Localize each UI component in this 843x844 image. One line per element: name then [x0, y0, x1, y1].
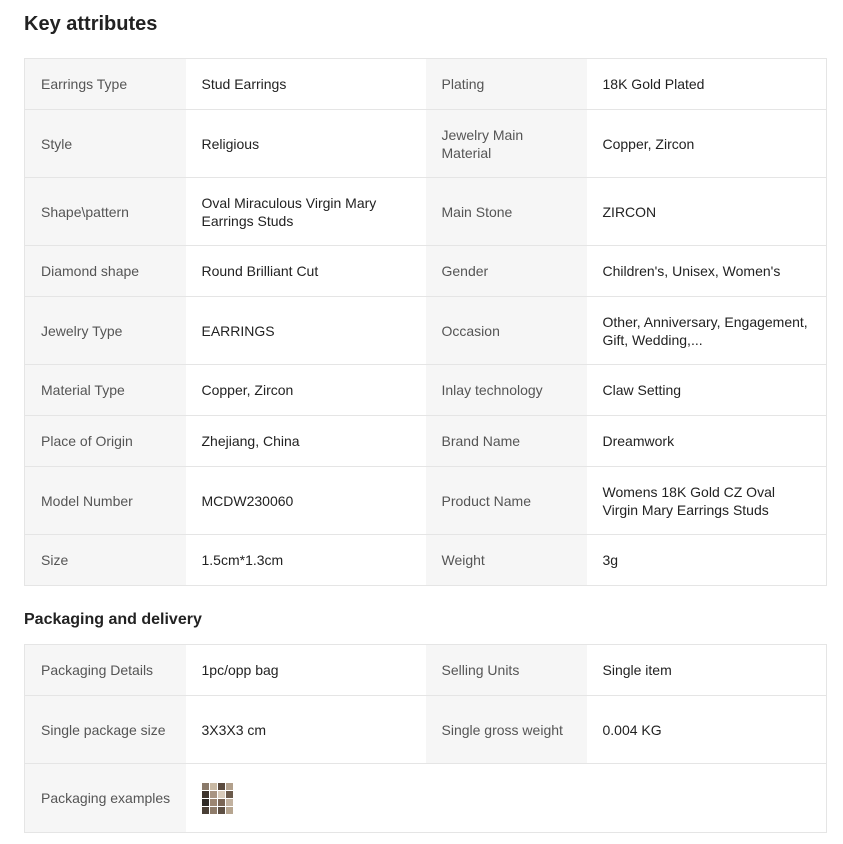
- key-attributes-table: [24, 58, 827, 586]
- attribute-value: 3X3X3 cm: [186, 696, 426, 764]
- attribute-label: Model Number: [25, 467, 186, 535]
- attribute-label: Jewelry Type: [25, 297, 186, 365]
- attribute-value: Dreamwork: [587, 416, 827, 467]
- attribute-row: [25, 467, 827, 535]
- attribute-value: Oval Miraculous Virgin Mary Earrings Studs: [186, 178, 426, 246]
- attribute-label: Brand Name: [426, 416, 587, 467]
- attribute-label: Weight: [426, 535, 587, 586]
- attribute-label: Single gross weight: [426, 696, 587, 764]
- packaging-example-tile: [218, 807, 225, 814]
- attribute-value: 18K Gold Plated: [587, 59, 827, 110]
- attribute-label: Style: [25, 110, 186, 178]
- attribute-value: Claw Setting: [587, 365, 827, 416]
- attribute-row: [25, 416, 827, 467]
- attribute-row: [25, 535, 827, 586]
- attribute-label: Diamond shape: [25, 246, 186, 297]
- attribute-label: Main Stone: [426, 178, 587, 246]
- attribute-row: [25, 110, 827, 178]
- product-details: [24, 0, 826, 833]
- attribute-value: 1.5cm*1.3cm: [186, 535, 426, 586]
- attribute-label: Gender: [426, 246, 587, 297]
- attribute-label: Shape\pattern: [25, 178, 186, 246]
- attribute-label: Inlay technology: [426, 365, 587, 416]
- attribute-row: [25, 178, 827, 246]
- attribute-label: Earrings Type: [25, 59, 186, 110]
- packaging-example-tile: [218, 799, 225, 806]
- attribute-label: Packaging Details: [25, 645, 186, 696]
- attribute-value: Copper, Zircon: [587, 110, 827, 178]
- attribute-label: Selling Units: [426, 645, 587, 696]
- attribute-row: [25, 365, 827, 416]
- packaging-example-tile: [202, 799, 209, 806]
- attribute-label: Product Name: [426, 467, 587, 535]
- attribute-value: ZIRCON: [587, 178, 827, 246]
- attribute-value: 1pc/opp bag: [186, 645, 426, 696]
- packaging-example-tile: [202, 783, 209, 790]
- packaging-example-tile: [210, 791, 217, 798]
- attribute-value: Round Brilliant Cut: [186, 246, 426, 297]
- attribute-row: [25, 297, 827, 365]
- attribute-label: Single package size: [25, 696, 186, 764]
- attribute-label: Jewelry Main Material: [426, 110, 587, 178]
- packaging-example-tile: [210, 807, 217, 814]
- attribute-value: 0.004 KG: [587, 696, 827, 764]
- packaging-example-tile: [202, 791, 209, 798]
- packaging-table: [24, 644, 827, 833]
- packaging-example-image[interactable]: [202, 783, 234, 814]
- attribute-value: Zhejiang, China: [186, 416, 426, 467]
- section-title-key-attributes: Key attributes: [24, 13, 158, 35]
- attribute-value: 3g: [587, 535, 827, 586]
- packaging-example-tile: [226, 791, 233, 798]
- attribute-value: Other, Anniversary, Engagement, Gift, Wedding,...: [587, 297, 827, 365]
- attribute-value: EARRINGS: [186, 297, 426, 365]
- attribute-label: Occasion: [426, 297, 587, 365]
- packaging-example-tile: [210, 799, 217, 806]
- attribute-value: Copper, Zircon: [186, 365, 426, 416]
- section-title-packaging: Packaging and delivery: [24, 611, 202, 628]
- packaging-examples-label: Packaging examples: [25, 764, 186, 833]
- packaging-example-tile: [226, 783, 233, 790]
- attribute-value: MCDW230060: [186, 467, 426, 535]
- packaging-example-tile: [210, 783, 217, 790]
- packaging-example-tile: [226, 807, 233, 814]
- attribute-row: [25, 645, 827, 696]
- attribute-value: Children's, Unisex, Women's: [587, 246, 827, 297]
- attribute-value: Stud Earrings: [186, 59, 426, 110]
- packaging-example-tile: [226, 799, 233, 806]
- attribute-value: Religious: [186, 110, 426, 178]
- attribute-label: Size: [25, 535, 186, 586]
- attribute-row: [25, 59, 827, 110]
- packaging-examples-value: [186, 764, 827, 833]
- attribute-label: Material Type: [25, 365, 186, 416]
- attribute-value: Single item: [587, 645, 827, 696]
- attribute-value: Womens 18K Gold CZ Oval Virgin Mary Earrings Studs: [587, 467, 827, 535]
- attribute-row: [25, 246, 827, 297]
- packaging-examples-row: [25, 764, 827, 833]
- packaging-example-tile: [218, 791, 225, 798]
- packaging-example-tile: [218, 783, 225, 790]
- attribute-label: Plating: [426, 59, 587, 110]
- attribute-row: [25, 696, 827, 764]
- packaging-example-tile: [202, 807, 209, 814]
- attribute-label: Place of Origin: [25, 416, 186, 467]
